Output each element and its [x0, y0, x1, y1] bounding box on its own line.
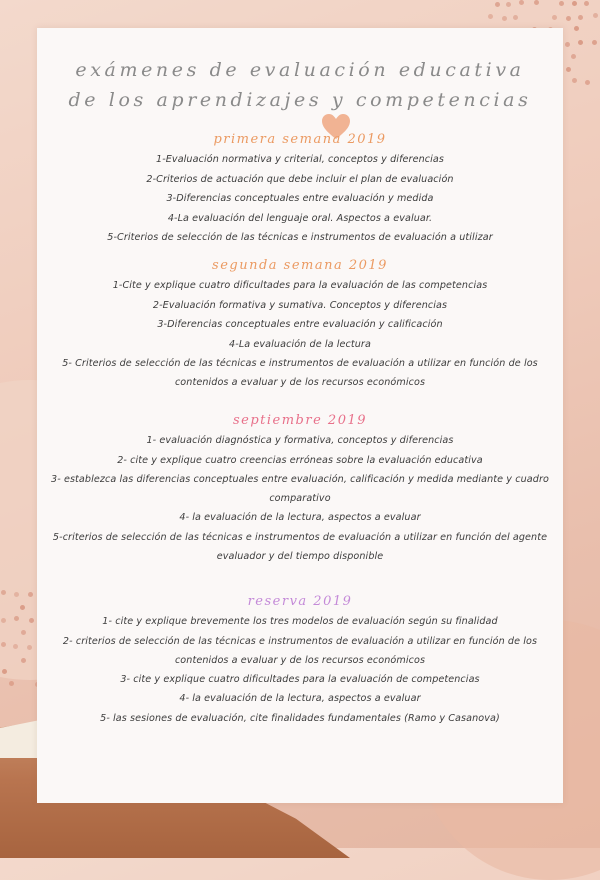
decorative-dot — [566, 16, 571, 21]
exam-question: 3- cite y explique cuatro dificultades para la evaluación de competencias — [120, 673, 480, 685]
decorative-dot — [28, 592, 33, 597]
exam-question: 4-La evaluación de la lectura — [229, 338, 371, 350]
decorative-dot — [534, 0, 539, 5]
decorative-dot — [29, 618, 34, 623]
exam-question: 5- Criterios de selección de las técnicas e instrumentos de evaluación a utilizar en función de los contenidos a evaluar y de los recursos económicos — [62, 358, 538, 389]
decorative-dot — [559, 1, 564, 6]
decorative-dot — [14, 592, 19, 597]
decorative-dot — [584, 1, 589, 6]
decorative-dot — [519, 0, 524, 5]
exam-question: 1-Evaluación normativa y criterial, conceptos y diferencias — [155, 154, 444, 165]
section-heading: segunda semana 2019 — [212, 258, 388, 273]
section-septiembre — [45, 411, 555, 566]
decorative-dot — [593, 13, 598, 18]
decorative-dot — [13, 644, 18, 649]
exam-question: 1- cite y explique brevemente los tres modelos de evaluación según su finalidad — [102, 616, 498, 627]
exam-question: 5- las sesiones de evaluación, cite finalidades fundamentales (Ramo y Casanova) — [100, 712, 500, 724]
exam-question: 2- cite y explique cuatro creencias erróneas sobre la evaluación educativa — [117, 454, 483, 466]
exam-question: 1- evaluación diagnóstica y formativa, conceptos y diferencias — [146, 435, 454, 446]
exam-question: 2- criterios de selección de las técnicas e instrumentos de evaluación a utilizar en función de los contenidos a evaluar y de los recursos económicos — [62, 635, 538, 666]
exam-question: 5-Criterios de selección de las técnicas e instrumentos de evaluación a utilizar — [107, 232, 493, 244]
decorative-dot — [574, 26, 579, 31]
decorative-dot — [1, 618, 6, 623]
decorative-dot — [552, 15, 557, 20]
decorative-dot — [21, 658, 26, 663]
decorative-dot — [21, 630, 26, 635]
section-heading: reserva 2019 — [247, 594, 353, 609]
exam-question: 3- establezca las diferencias conceptuales entre evaluación, calificación y medida mediante y cuadro comparativo — [51, 474, 549, 505]
decorative-dot — [1, 642, 6, 647]
decorative-dot — [502, 16, 507, 21]
section-heading: septiembre 2019 — [232, 413, 368, 428]
decorative-dot — [495, 2, 500, 7]
decorative-dot — [488, 14, 493, 19]
decorative-dot — [9, 681, 14, 686]
exam-question: 3-Diferencias conceptuales entre evaluación y medida — [166, 193, 434, 205]
decorative-dot — [592, 40, 597, 45]
exam-question: 1-Cite y explique cuatro dificultades para la evaluación de las competencias — [112, 280, 488, 291]
section-segunda-semana — [45, 256, 555, 392]
section-heading: primera semana 2019 — [213, 132, 387, 147]
decorative-dot — [20, 605, 25, 610]
exam-question: 5-criterios de selección de las técnicas e instrumentos de evaluación a utilizar en función del agente evaluador y del tiempo disponible — [52, 531, 548, 562]
exam-question: 4-La evaluación del lenguaje oral. Aspectos a evaluar. — [167, 212, 433, 224]
document-title-line-1: exámenes de evaluación educativa — [75, 59, 525, 81]
section-primera-semana — [45, 130, 555, 248]
exam-question: 4- la evaluación de la lectura, aspectos a evaluar — [179, 693, 421, 705]
decorative-dot — [572, 1, 577, 6]
decorative-dot — [513, 15, 518, 20]
decorative-dot — [578, 15, 583, 20]
exam-question: 4- la evaluación de la lectura, aspectos a evaluar — [179, 512, 421, 524]
exam-question: 2-Evaluación formativa y sumativa. Conceptos y diferencias — [152, 299, 448, 311]
decorative-dot — [1, 590, 6, 595]
decorative-dot — [578, 40, 583, 45]
decorative-dot — [565, 42, 570, 47]
document-title-line-2: de los aprendizajes y competencias — [68, 89, 532, 111]
decorative-dot — [2, 669, 7, 674]
decorative-dot — [14, 616, 19, 621]
decorative-dot — [27, 645, 32, 650]
section-reserva — [45, 592, 555, 728]
exam-question: 2-Criterios de actuación que debe incluir el plan de evaluación — [146, 173, 454, 185]
exam-question: 3-Diferencias conceptuales entre evaluación y calificación — [157, 319, 443, 331]
decorative-dot — [506, 2, 511, 7]
